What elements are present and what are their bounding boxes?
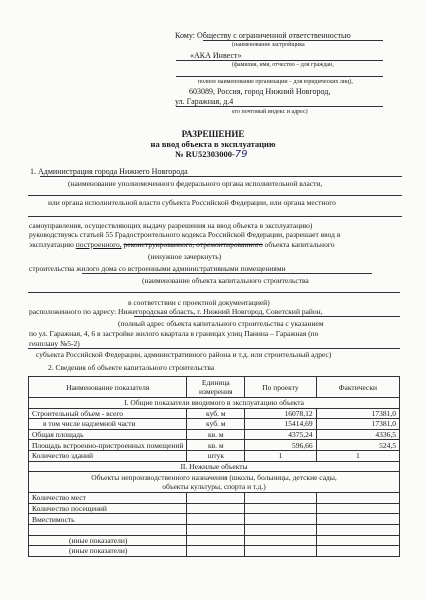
addressee-org-hint: полное наименование организации – для юридических лиц),	[198, 79, 353, 85]
table-cell	[245, 524, 317, 535]
table-cell: куб. м	[187, 408, 245, 419]
table-cell	[245, 503, 317, 514]
addressee-address-hint: его почтовый индекс и адрес)	[232, 109, 308, 115]
table-section-row	[29, 461, 400, 472]
permit-number	[175, 150, 248, 159]
section-2-description	[29, 472, 400, 493]
underline	[28, 348, 400, 349]
hint-address: (полный адрес объекта капитального строительства с указанием	[118, 319, 324, 328]
table-cell	[316, 535, 399, 546]
authority-name: 1. Администрация города Нижнего Новгорода	[30, 167, 188, 176]
table-cell: штук	[187, 450, 245, 461]
table-header: Фактически	[316, 377, 399, 398]
body-line-2-struck: реконструированного, отремонтированного	[123, 240, 263, 249]
body-line-3	[29, 264, 286, 273]
table-section-desc-row	[29, 472, 400, 493]
table-cell: 17381,0	[316, 419, 399, 430]
table-cell	[316, 514, 399, 525]
addressee-address-line1: 603089, Россия, город Нижний Новгород,	[189, 87, 331, 96]
table-cell	[187, 546, 245, 557]
hint-subject: субъекта Российской Федерации, административного района и т.д. или строительный адрес)	[36, 350, 332, 359]
table-cell: 4336,5	[316, 429, 399, 440]
underline	[203, 40, 383, 41]
underline	[134, 316, 400, 317]
body-line-6: генплану №5-2)	[29, 339, 80, 348]
body-line-3-object: жилого дома со встроенными административными помещениями	[76, 264, 286, 273]
table-header-row	[29, 377, 400, 398]
table-cell: 524,5	[316, 440, 399, 451]
table-cell: кв. м	[187, 429, 245, 440]
table-row	[29, 440, 400, 451]
underline	[40, 176, 402, 177]
section-2-title: II. Нежилые объекты	[29, 461, 400, 472]
table-cell	[187, 503, 245, 514]
section-2-desc-line-2: объекты культуры, спорта и т.д.)	[162, 482, 266, 492]
body-line-2-end: объекта капитального	[264, 240, 335, 249]
table-cell: Количество мест	[29, 493, 187, 504]
underline	[176, 76, 383, 77]
body-line-3-start: строительства	[29, 264, 75, 273]
table-cell: Площадь встроенно-пристроенных помещений	[29, 440, 187, 451]
hint-unneeded: (ненужное зачеркнуть)	[148, 252, 222, 261]
permit-number-handwritten: 79	[234, 149, 248, 160]
table-cell: Общая площадь	[29, 429, 187, 440]
table-cell	[245, 535, 317, 546]
underline	[28, 292, 400, 293]
table-cell: куб. м	[187, 419, 245, 430]
table-section-row	[29, 398, 400, 409]
underline	[28, 216, 402, 217]
table-cell	[245, 546, 317, 557]
table-cell	[316, 524, 399, 535]
body-line-2-built: построенного,	[75, 240, 122, 249]
section-2-heading: 2. Сведения об объекте капитального строительства	[48, 363, 215, 372]
section-1-title: I. Общие показатели вводимого в эксплуатацию объекта	[29, 398, 400, 409]
underline	[176, 106, 383, 107]
table-row	[29, 503, 400, 514]
body-line-5: по ул. Гаражная, 4, 6 в застройке жилого квартала в границах улиц Панина – Гаражная (по	[29, 329, 319, 338]
table-cell: 4375,24	[245, 429, 317, 440]
table-cell	[29, 524, 187, 535]
table-cell: Строительный объем - всего	[29, 408, 187, 419]
addressee-to-hint: (наименование застройщика	[232, 42, 305, 48]
hint-project: в соответствии с проектной документацией)	[128, 298, 270, 307]
table-cell	[316, 546, 399, 557]
addressee-to-line: Кому: Обществу с ограниченной ответственностью	[175, 31, 351, 40]
table-row	[29, 419, 400, 430]
table-row	[29, 450, 400, 461]
section-2-desc-line-1: Объекты непроизводственного назначения (школы, больницы, детские сады,	[91, 473, 337, 483]
table-cell	[187, 524, 245, 535]
table-cell: Количество зданий	[29, 450, 187, 461]
permit-subtitle: на ввод объекта в эксплуатацию	[150, 139, 276, 149]
underline	[82, 273, 372, 274]
table-header: Единица измерения	[187, 377, 245, 398]
authority-hint-2: или органа исполнительной власти субъекта Российской Федерации, или органа местного	[48, 198, 336, 207]
underline	[28, 195, 402, 196]
table-row	[29, 429, 400, 440]
body-line-4	[29, 307, 323, 316]
body-line-1: руководствуясь статьей 55 Градостроительного кодекса Российской Федерации, разрешает ввод в	[29, 230, 341, 239]
table-cell: 1	[245, 450, 317, 461]
table-row	[29, 546, 400, 557]
table-cell: 16078,12	[245, 408, 317, 419]
table-header: Наименование показателя	[29, 377, 187, 398]
table-cell: Количество посещений	[29, 503, 187, 514]
permit-number-label: № RU52303000-	[175, 149, 235, 159]
table-cell: в том числе надземной части	[29, 419, 187, 430]
authority-hint-1: (наименование уполномоченного федерального органа исполнительной власти,	[68, 179, 323, 188]
addressee-company-hint: (фамилия, имя, отчество – для граждан,	[232, 62, 334, 68]
table-row	[29, 408, 400, 419]
table-cell: (иные показатели)	[29, 546, 187, 557]
addressee-address-line2: ул. Гаражная, д.4	[175, 97, 234, 106]
authority-hint-3: самоуправления, осуществляющих выдачу разрешения на ввод объекта в эксплуатацию)	[29, 221, 313, 230]
table-cell	[316, 503, 399, 514]
table-cell: Вместимость	[29, 514, 187, 525]
table-cell	[316, 493, 399, 504]
hint-object: (наименование объекта капитального строительства	[142, 276, 309, 285]
table-row	[29, 524, 400, 535]
object-info-table	[28, 376, 400, 557]
permit-title: РАЗРЕШЕНИЕ	[181, 129, 245, 139]
body-line-2	[29, 240, 334, 249]
table-row	[29, 535, 400, 546]
table-cell: кв. м	[187, 440, 245, 451]
underline	[176, 60, 383, 61]
body-line-4-start: расположенного по адресу:	[29, 307, 117, 316]
table-cell	[187, 493, 245, 504]
table-cell	[245, 493, 317, 504]
table-cell: 1	[316, 450, 399, 461]
addressee-company: «АКА Инвест»	[190, 51, 242, 60]
table-header: По проекту	[245, 377, 317, 398]
table-cell	[187, 514, 245, 525]
table-row	[29, 493, 400, 504]
table-cell: 15414,69	[245, 419, 317, 430]
table-cell	[245, 514, 317, 525]
table-cell	[187, 535, 245, 546]
body-line-2-start: эксплуатацию	[29, 240, 74, 249]
table-cell: 17381,0	[316, 408, 399, 419]
table-cell: 596,66	[245, 440, 317, 451]
table-cell: (иные показатели)	[29, 535, 187, 546]
table-row	[29, 514, 400, 525]
body-line-4-address: Нижегородская область, г. Нижний Новгород, Советский район,	[117, 307, 323, 316]
